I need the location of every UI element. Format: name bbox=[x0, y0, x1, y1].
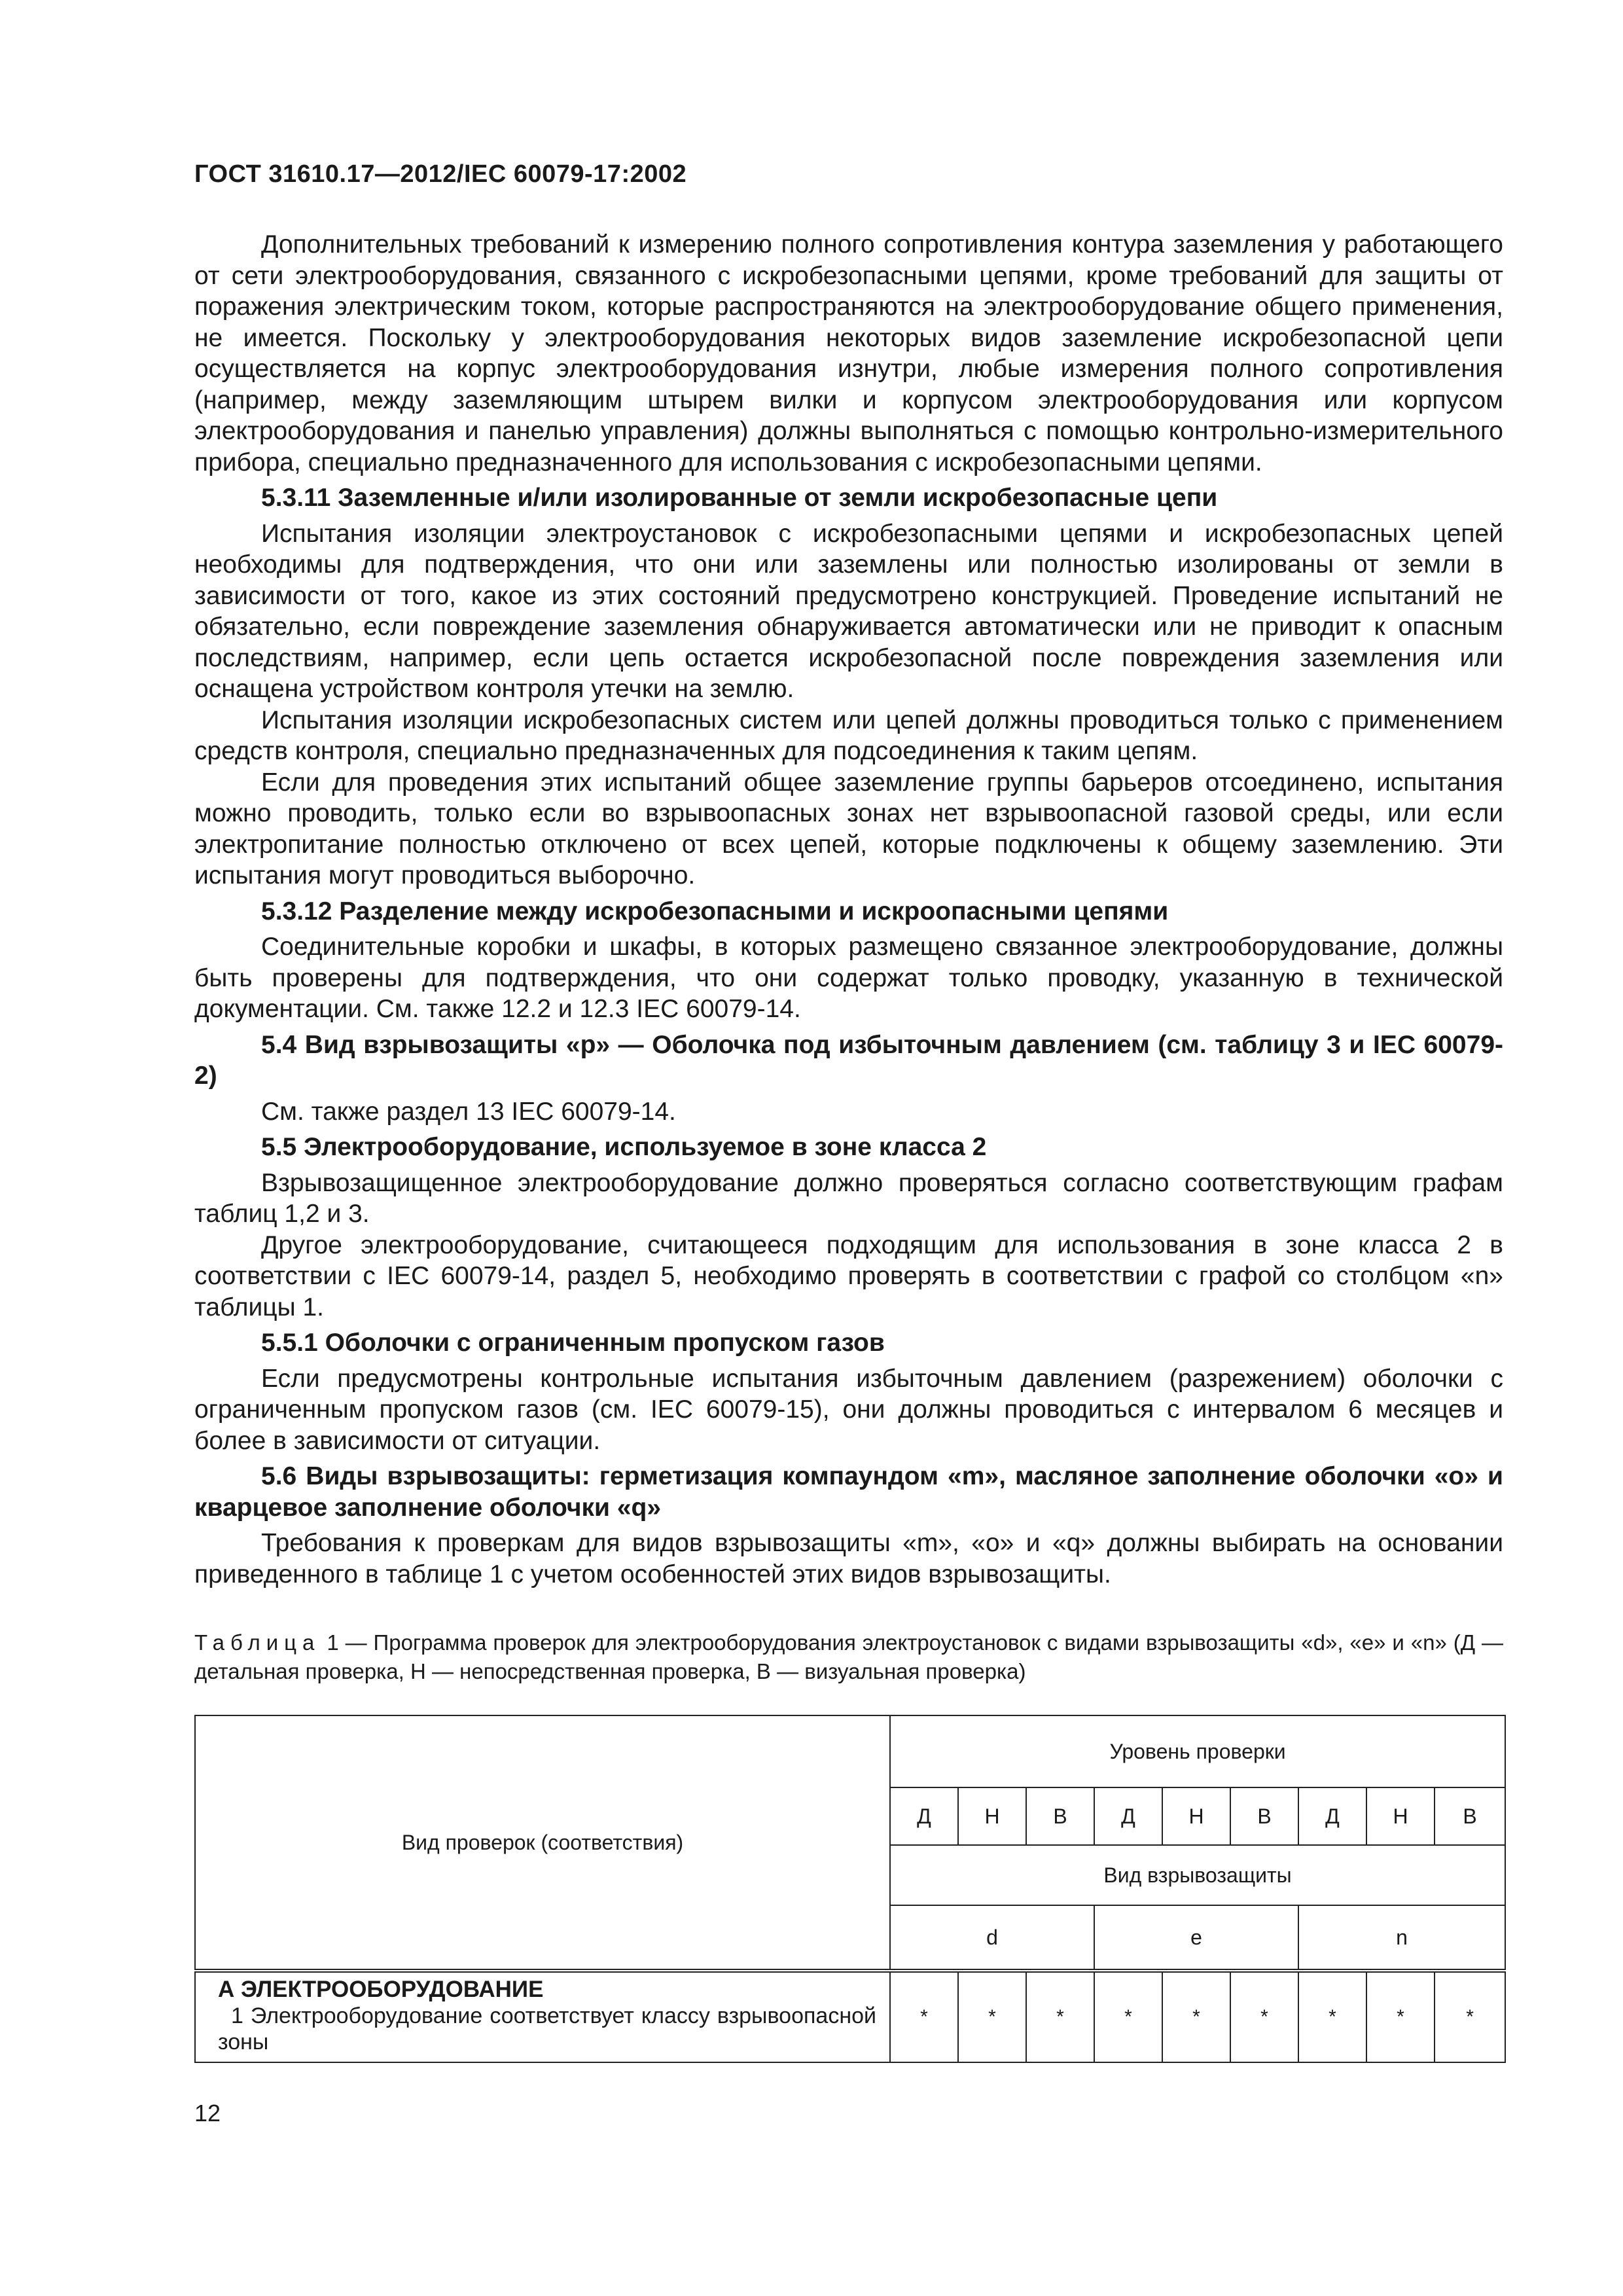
section-heading: 5.4 Вид взрывозащиты «р» — Оболочка под избыточным давлением (см. таблицу 3 и IEC 60079-2) bbox=[194, 1030, 1503, 1090]
section-heading: 5.6 Виды взрывозащиты: герметизация компаундом «m», масляное заполнение оболочки «o» и кварцевое заполнение оболочки «q» bbox=[194, 1462, 1503, 1522]
level-cell: Д bbox=[1094, 1787, 1162, 1845]
level-cell: Н bbox=[958, 1787, 1026, 1845]
mark-cell: * bbox=[1026, 1971, 1094, 2062]
paragraph: Другое электрооборудование, считающееся подходящим для использования в зоне класса 2 в соответствии с IEC 60079-14, раздел 5, необходимо проверять в соответствии с графой со столбцом «n» таблицы 1. bbox=[194, 1230, 1503, 1321]
document-header: ГОСТ 31610.17—2012/IEC 60079-17:2002 bbox=[194, 160, 687, 188]
level-cell: В bbox=[1435, 1787, 1505, 1845]
table-row-label bbox=[195, 1971, 890, 2062]
table-caption-label: Таблица bbox=[194, 1630, 321, 1655]
level-cell: В bbox=[1230, 1787, 1298, 1845]
mark-cell: * bbox=[1366, 1971, 1435, 2062]
mark-cell: * bbox=[1162, 1971, 1230, 2062]
paragraph: Если для проведения этих испытаний общее заземление группы барьеров отсоединено, испытания можно проводить, только если во взрывоопасных зонах нет взрывоопасной газовой среды, или если электропитание полностью отключено от всех цепей, которые подключены к общему заземлению. Эти испытания могут проводиться выборочно. bbox=[194, 768, 1503, 889]
section-heading: 5.3.11 Заземленные и/или изолированные от земли искробезопасные цепи bbox=[261, 484, 1218, 512]
protection-cell: d bbox=[890, 1905, 1094, 1971]
check-type-header: Вид проверок (соответствия) bbox=[195, 1715, 890, 1971]
section-heading: 5.5 Электрооборудование, используемое в зоне класса 2 bbox=[261, 1133, 987, 1161]
paragraph: Взрывозащищенное электрооборудование должно проверяться согласно соответствующим графам таблиц 1,2 и 3. bbox=[194, 1168, 1503, 1228]
section-heading: 5.3.12 Разделение между искробезопасными и искроопасными цепями bbox=[261, 897, 1169, 925]
paragraph: Соединительные коробки и шкафы, в которых размещено связанное электрооборудование, должны быть проверены для подтверждения, что они содержат только проводку, указанную в технической документации. См. также 12.2 и 12.3 IEC 60079-14. bbox=[194, 933, 1503, 1023]
mark-cell: * bbox=[1435, 1971, 1505, 2062]
paragraph: Испытания изоляции искробезопасных систем или цепей должны проводиться только с применением средств контроля, специально предназначенных для подсоединения к таким цепям. bbox=[194, 706, 1503, 765]
table-item-label: 1 Электрооборудование соответствует классу взрывоопасной зоны bbox=[218, 2003, 876, 2054]
table-caption-number: 1 bbox=[327, 1630, 339, 1655]
mark-cell: * bbox=[1298, 1971, 1366, 2062]
page-number: 12 bbox=[194, 2100, 221, 2126]
table-caption bbox=[194, 1628, 1503, 1686]
paragraph: Требования к проверкам для видов взрывозащиты «m», «o» и «q» должны выбирать на основании приведенного в таблице 1 с учетом особенностей этих видов взрывозащиты. bbox=[194, 1529, 1503, 1588]
level-cell: Д bbox=[1298, 1787, 1366, 1845]
mark-cell: * bbox=[1094, 1971, 1162, 2062]
level-cell: Н bbox=[1162, 1787, 1230, 1845]
paragraph: Если предусмотрены контрольные испытания избыточным давлением (разрежением) оболочки с ограниченным пропуском газов (см. IEC 60079-15), они должны проводиться с интервалом 6 месяцев и более в зависимости от ситуации. bbox=[194, 1364, 1503, 1455]
paragraph: См. также раздел 13 IEC 60079-14. bbox=[261, 1097, 676, 1126]
mark-cell: * bbox=[1230, 1971, 1298, 2062]
level-header: Уровень проверки bbox=[890, 1715, 1505, 1787]
table-section-title: А ЭЛЕКТРООБОРУДОВАНИЕ bbox=[218, 1977, 544, 2002]
protection-header: Вид взрывозащиты bbox=[890, 1845, 1505, 1905]
protection-cell: e bbox=[1094, 1905, 1298, 1971]
mark-cell: * bbox=[890, 1971, 958, 2062]
mark-cell: * bbox=[958, 1971, 1026, 2062]
section-heading: 5.5.1 Оболочки с ограниченным пропуском газов bbox=[261, 1329, 885, 1357]
table-caption-text: — Программа проверок для электрооборудования электроустановок с видами взрывозащиты «d», «e» и «n» (Д — детальная проверка, Н — непосредственная проверка, В — визуальная проверка) bbox=[194, 1630, 1504, 1683]
level-cell: Н bbox=[1366, 1787, 1435, 1845]
body-text bbox=[194, 229, 1503, 1590]
level-cell: Д bbox=[890, 1787, 958, 1845]
paragraph: Испытания изоляции электроустановок с искробезопасными цепями и искробезопасных цепей необходимы для подтверждения, что они или заземлены или полностью изолированы от земли в зависимости от того, какое из этих состояний предусмотрено конструкцией. Проведение испытаний не обязательно, если повреждение заземления обнаруживается автоматически или не приводит к опасным последствиям, например, если цепь остается искробезопасной после повреждения заземления или оснащена устройством контроля утечки на землю. bbox=[194, 519, 1503, 703]
paragraph: Дополнительных требований к измерению полного сопротивления контура заземления у работающего от сети электрооборудования, связанного с искробезопасными цепями, кроме требований для защиты от поражения электрическим током, которые распространяются на электрооборудование общего применения, не имеется. Поскольку у электрооборудования некоторых видов заземление искробезопасной цепи осуществляется на корпус электрооборудования изнутри, любые измерения полного сопротивления (например, между заземляющим штырем вилки и корпусом электрооборудования или корпусом электрооборудования и панелью управления) должны выполняться с помощью контрольно-измерительного прибора, специально предназначенного для использования с искробезопасными цепями. bbox=[194, 230, 1503, 476]
level-cell: В bbox=[1026, 1787, 1094, 1845]
inspection-table bbox=[194, 1715, 1506, 2063]
protection-cell: n bbox=[1298, 1905, 1505, 1971]
